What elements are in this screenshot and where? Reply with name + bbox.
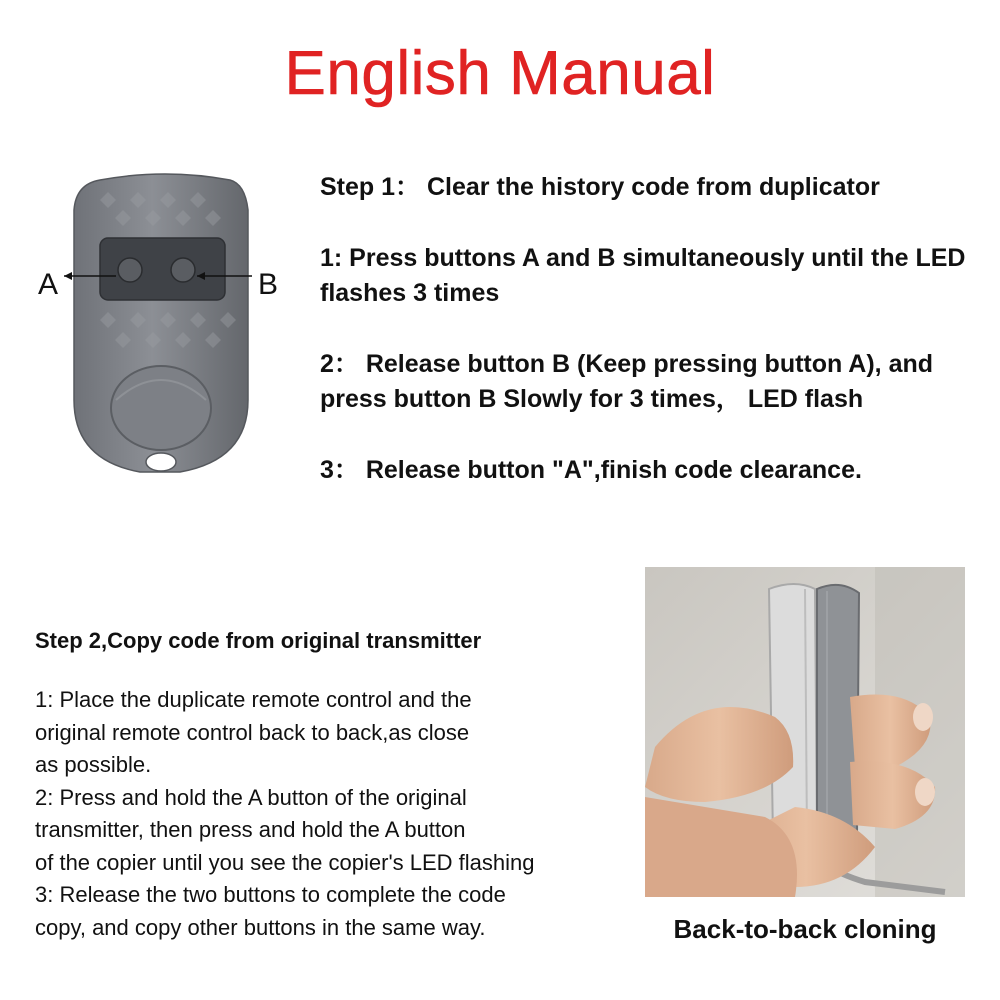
- step2-line: 2: Press and hold the A button of the original: [35, 784, 467, 810]
- step1-heading: Step 1： Clear the history code from duplicator: [320, 173, 880, 201]
- step2-line: original remote control back to back,as close: [35, 719, 470, 745]
- cloning-photo: [645, 567, 965, 897]
- step1-item-1: 1: Press buttons A and B simultaneously until the LED flashes 3 times: [320, 244, 966, 307]
- step1-item-2: 2： Release button B (Keep pressing button A), and press button B Slowly for 3 times， LED flash: [320, 350, 934, 413]
- step2-line: 1: Place the duplicate remote control and the: [35, 687, 472, 712]
- step2-line: as possible.: [35, 752, 152, 777]
- remote-control-image: [30, 170, 300, 490]
- label-a: A: [38, 268, 59, 301]
- step2-heading: Step 2,Copy code from original transmitter: [35, 628, 482, 653]
- step1-item-3: 3： Release button "A",finish code clearance.: [320, 456, 862, 484]
- step2-body: [35, 684, 635, 944]
- step1-section: [320, 170, 990, 524]
- label-b: B: [258, 268, 279, 301]
- page-title: English Manual: [284, 39, 716, 108]
- photo-caption: Back-to-back cloning: [673, 914, 937, 944]
- step2-line: 3: Release the two buttons to complete the code: [35, 882, 506, 907]
- hand-holding-remotes-image: [645, 567, 965, 897]
- step2-line: transmitter, then press and hold the A button: [35, 817, 466, 842]
- remote-illustration: [30, 170, 300, 490]
- step2-line: copy, and copy other buttons in the same way.: [35, 914, 486, 940]
- step2-line: of the copier until you see the copier's LED flashing: [35, 849, 535, 875]
